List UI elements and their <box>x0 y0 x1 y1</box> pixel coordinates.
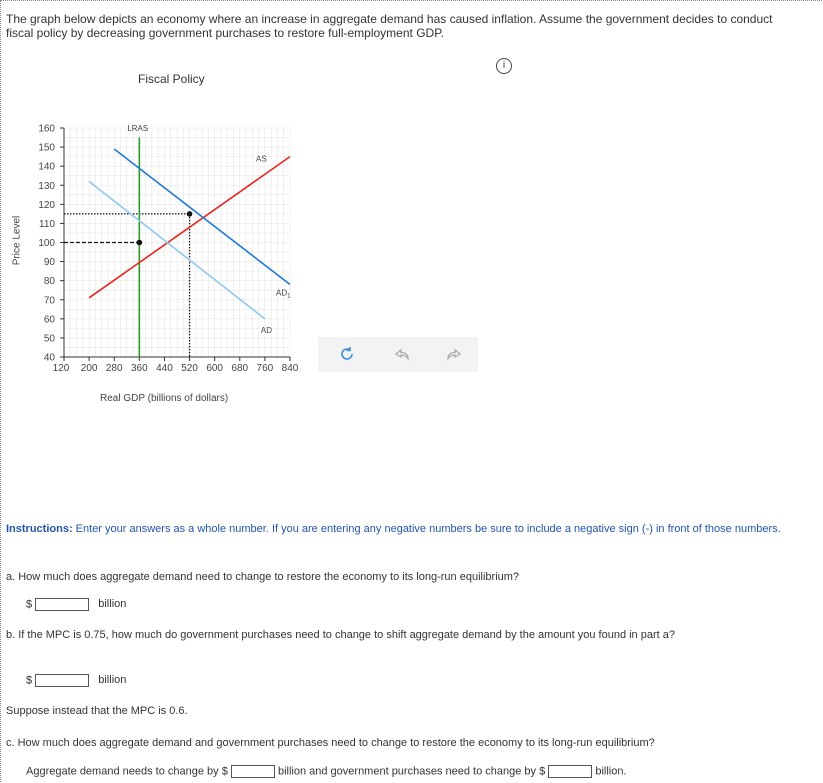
ad1-label: $AD_1$ <box>276 288 291 300</box>
fiscal-policy-chart[interactable] <box>0 110 310 380</box>
y-tick-label: 40 <box>43 352 55 364</box>
answer-a-row <box>26 598 126 611</box>
x-tick-label: 280 <box>105 363 123 374</box>
unit-label: billion <box>98 598 127 611</box>
x-tick-label: 680 <box>231 363 249 374</box>
ad-label: AD <box>260 325 273 335</box>
y-tick-label: 80 <box>43 276 55 288</box>
question-a: a. How much does aggregate demand need to change to restore the economy to its long-run equilibrium? <box>6 571 520 583</box>
x-tick-label: 360 <box>130 363 148 374</box>
chart-title: Fiscal Policy <box>138 72 205 86</box>
undo-icon[interactable] <box>393 345 411 363</box>
problem-intro: The graph below depicts an economy where an increase in aggregate demand has caused inflation. Assume the government decides to conduct fiscal policy by decreasing government purchases to restore full-employment GDP. <box>6 12 773 40</box>
answer-b-row <box>26 674 126 687</box>
x-tick-label: 600 <box>206 363 224 374</box>
y-tick-label: 50 <box>43 333 55 345</box>
y-tick-label: 110 <box>39 218 55 230</box>
question-c: c. How much does aggregate demand and government purchases need to change to restore the economy to its long-run equilibrium? <box>6 737 655 749</box>
info-icon[interactable]: i <box>496 58 512 74</box>
x-tick-label: 760 <box>256 363 274 374</box>
x-tick-label: 200 <box>80 363 98 374</box>
y-tick-label: 60 <box>43 314 55 326</box>
question-b: b. If the MPC is 0.75, how much do government purchases need to change to shift aggregate demand by the amount you found in part a? <box>6 629 675 641</box>
y-axis-label: Price Level <box>11 215 23 266</box>
answer-c-label-3: billion. <box>595 765 627 778</box>
lras-label: LRAS <box>127 124 149 133</box>
answer-a-input[interactable] <box>35 598 89 611</box>
refresh-icon[interactable] <box>338 345 356 363</box>
x-tick-label: 440 <box>156 363 173 374</box>
y-tick-label: 130 <box>38 180 55 192</box>
suppose-text: Suppose instead that the MPC is 0.6. <box>6 705 188 717</box>
equilibrium-point <box>187 211 193 217</box>
graph-tool-panel <box>318 337 478 372</box>
x-tick-label: 840 <box>281 363 299 374</box>
instructions-text: Enter your answers as a whole number. If you are entering any negative numbers be sure to include a negative sign (-) in front of those numbers. <box>72 523 781 535</box>
answer-c-ad-input[interactable] <box>231 765 275 778</box>
unit-label: billion <box>98 674 127 687</box>
y-tick-label: 100 <box>38 238 55 249</box>
y-tick-label: 150 <box>38 142 55 154</box>
answer-c-row <box>26 765 627 778</box>
answer-c-g-input[interactable] <box>548 765 592 778</box>
answer-c-label-1: Aggregate demand needs to change by $ <box>26 765 228 778</box>
redo-icon[interactable] <box>445 345 463 363</box>
as-label: AS <box>256 154 267 164</box>
x-tick-label: 120 <box>52 363 70 374</box>
y-tick-label: 140 <box>38 161 55 173</box>
y-tick-label: 160 <box>38 123 55 135</box>
instructions <box>6 522 806 536</box>
y-tick-label: 90 <box>43 257 55 269</box>
currency-sign: $ <box>26 598 33 611</box>
instructions-label: Instructions: <box>6 523 73 535</box>
x-axis-label: Real GDP (billions of dollars) <box>100 393 229 404</box>
x-tick-label: 520 <box>181 363 198 374</box>
answer-b-input[interactable] <box>35 674 89 687</box>
equilibrium-point <box>137 240 143 246</box>
y-tick-label: 120 <box>38 199 55 211</box>
y-tick-label: 70 <box>43 295 55 307</box>
currency-sign: $ <box>26 674 33 687</box>
answer-c-label-2: billion and government purchases need to change by $ <box>277 765 546 778</box>
